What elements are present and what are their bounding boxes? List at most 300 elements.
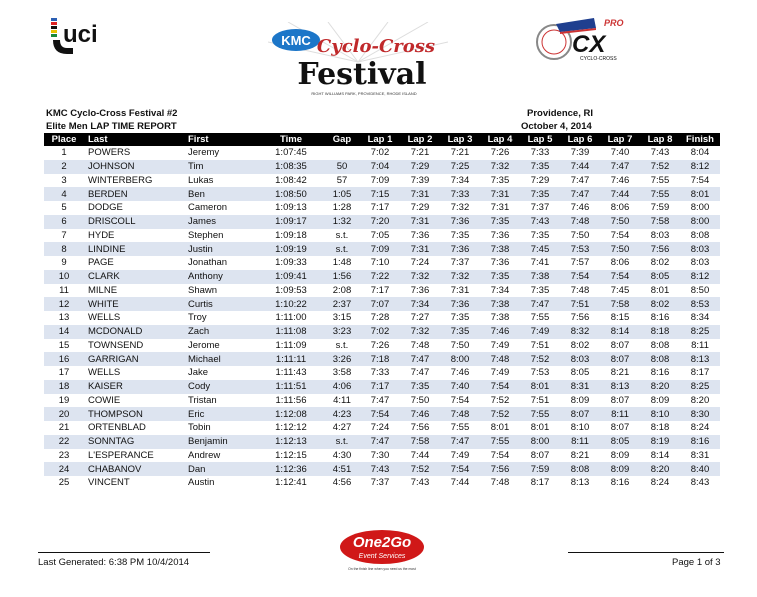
table-cell: 8:16 [650,367,670,379]
table-cell: CHABANOV [84,462,188,476]
table-cell: 7:02 [370,147,390,159]
table-cell: 8:14 [650,449,670,461]
table-cell: 7:44 [410,449,430,461]
table-cell: 7:37 [450,257,470,269]
table-cell: 7:28 [370,312,390,324]
table-cell: 7:50 [450,339,470,351]
table-cell: 7:50 [410,394,430,406]
table-cell: 8:00 [440,352,480,366]
table-row [44,229,720,243]
table-cell: 7:45 [610,284,630,296]
table-row [44,366,720,380]
table-cell: 7:51 [530,394,550,406]
table-cell: 7:49 [490,339,510,351]
table-cell: 7:52 [480,407,520,421]
table-cell: 7:47 [520,297,560,311]
table-cell: Benjamin [188,435,258,449]
table-cell: 7:20 [360,215,400,229]
table-cell: 8:05 [640,270,680,284]
table-cell: WELLS [88,367,121,379]
table-cell: 7:36 [410,229,430,241]
table-cell: L'ESPERANCE [88,449,154,461]
table-cell: 7:10 [370,257,390,269]
table-cell: 8:05 [570,367,590,379]
table-cell: 8:09 [600,462,640,476]
table-cell: 8:20 [640,462,680,476]
table-cell: GARRIGAN [84,352,188,366]
table-cell: 7:36 [410,284,430,296]
table-cell: CLARK [84,270,188,284]
table-cell: 8:17 [690,367,710,379]
table-cell: 8:16 [650,312,670,324]
table-cell: 7:54 [490,449,510,461]
table-cell: 7:51 [560,297,600,311]
col-header: Lap 5 [520,133,560,146]
table-cell: 7:48 [560,215,600,229]
table-cell: 1:56 [324,270,360,284]
table-body [44,146,720,490]
table-cell: 7:32 [440,270,480,284]
table-cell: POWERS [88,147,131,159]
table-cell: 1:28 [332,202,352,214]
table-cell: 4:27 [332,422,352,434]
table-cell: 7:35 [520,160,560,174]
table-cell: 7:46 [400,407,440,421]
table-cell: 8:00 [680,215,720,229]
one2go-sub-text: Event Services [358,553,406,560]
table-cell: 7:49 [490,367,510,379]
one2go-logo [338,528,426,572]
table-cell: 7:48 [570,284,590,296]
table-cell: 8:07 [530,449,550,461]
table-cell: 7:21 [450,147,470,159]
col-header: Lap 8 [640,133,680,146]
table-cell: 1:12:15 [275,449,307,461]
table-cell: James [188,215,258,229]
table-row [44,297,720,311]
signature-line-left [38,552,210,553]
table-cell: 8:08 [650,339,670,351]
table-row [44,462,720,476]
table-cell: 7:24 [370,422,390,434]
table-cell: 7:54 [690,174,710,186]
table-cell: 1:08:42 [275,174,307,186]
table-cell: 7:29 [400,160,440,174]
table-cell: Eric [188,407,258,421]
table-cell: Jake [188,367,209,379]
table-cell: 7:58 [400,435,440,449]
table-cell: 8:53 [680,297,720,311]
table-cell: 7:26 [370,339,390,351]
table-cell: 7:39 [570,147,590,159]
table-header-row [44,133,720,146]
table-cell: 7:55 [530,312,550,324]
table-cell: 1 [61,147,67,159]
table-cell: 7:32 [400,325,440,339]
table-cell: 1:08:50 [258,187,324,201]
cx-text: CX [572,31,606,58]
table-cell: 8:03 [680,242,720,256]
table-cell: 7:47 [370,394,390,406]
table-cell: Jerome [188,339,220,351]
table-cell: 7:33 [440,187,480,201]
table-cell: Anthony [188,270,258,284]
table-row [44,339,720,353]
table-cell: 7:05 [370,229,390,241]
table-cell: 8:08 [690,229,710,241]
table-cell: s.t. [324,242,360,256]
table-cell: 8:03 [560,352,600,366]
table-cell: 8:09 [570,394,590,406]
table-cell: 7:46 [480,325,520,339]
table-cell: 8:03 [690,257,710,269]
table-cell: 8:07 [610,394,630,406]
table-cell: 8 [44,242,84,256]
table-cell: 7:44 [600,187,640,201]
table-cell: 8:11 [560,435,600,449]
table-cell: 1:11:11 [258,352,324,366]
table-cell: 7:47 [360,435,400,449]
table-cell: 7:55 [520,407,560,421]
table-cell: Justin [188,242,258,256]
table-cell: 8:04 [690,147,710,159]
col-header: Lap 3 [440,133,480,146]
uci-logo [47,12,117,58]
table-cell: 7:36 [440,215,480,229]
table-cell: 7:07 [360,297,400,311]
table-cell: 8:13 [570,477,590,489]
table-cell: Troy [188,312,207,324]
table-cell: Michael [188,352,258,366]
table-cell: 8:20 [690,394,710,406]
table-cell: 8:25 [680,325,720,339]
table-cell: Zach [188,325,258,339]
col-header: Lap 6 [560,133,600,146]
table-cell: 7:43 [360,462,400,476]
table-cell: 7:43 [410,477,430,489]
kmc-text: KMC [281,33,311,48]
table-cell: 1:11:00 [275,312,307,324]
table-cell: 7:54 [610,229,630,241]
table-row [44,449,720,463]
table-cell: 7:59 [650,202,670,214]
table-cell: 7:36 [440,297,480,311]
table-cell: 7:52 [640,160,680,174]
col-header: Finish [680,133,720,146]
table-cell: 7:39 [410,174,430,186]
table-cell: 2 [44,160,84,174]
table-cell: 17 [58,367,70,379]
table-cell: 8:07 [600,352,640,366]
table-cell: 7:47 [440,435,480,449]
table-cell: 8:14 [600,325,640,339]
table-cell: 8:10 [570,422,590,434]
table-cell: 8:16 [610,477,630,489]
table-cell: 1:32 [324,215,360,229]
table-cell: 3 [61,174,67,186]
table-cell: 24 [44,462,84,476]
table-cell: 7:22 [360,270,400,284]
table-cell: 6 [44,215,84,229]
last-generated: Last Generated: 6:38 PM 10/4/2014 [38,557,190,568]
table-cell: JOHNSON [84,160,188,174]
table-cell: 7:09 [360,242,400,256]
table-cell: 7:50 [570,229,590,241]
table-cell: 7:36 [490,257,510,269]
table-cell: 9 [61,257,67,269]
table-cell: 8:10 [640,407,680,421]
table-cell: Cody [188,380,258,394]
table-cell: 7:31 [490,202,510,214]
table-cell: 7:49 [450,449,470,461]
table-cell: 7:17 [370,284,390,296]
table-cell: MILNE [88,284,118,296]
table-cell: 7:35 [480,215,520,229]
table-cell: 1:11:56 [275,394,307,406]
table-cell: 7:47 [600,160,640,174]
table-cell: 8:20 [640,380,680,394]
table-cell: Dan [188,462,258,476]
table-cell: PAGE [88,257,114,269]
table-row [44,201,720,215]
table-cell: 8:13 [680,352,720,366]
table-cell: 7:34 [490,284,510,296]
table-cell: 1:12:12 [275,422,307,434]
race-date: October 4, 2014 [521,121,592,132]
table-cell: 8:01 [520,380,560,394]
table-cell: 8:21 [610,367,630,379]
table-cell: Jeremy [188,147,220,159]
table-cell: 7:36 [440,242,480,256]
table-cell: 8:13 [600,380,640,394]
table-cell: 3:23 [324,325,360,339]
table-cell: MCDONALD [84,325,188,339]
table-cell: 8:02 [570,339,590,351]
table-cell: 22 [44,435,84,449]
table-row [44,394,720,408]
table-row [44,325,720,339]
table-cell: 7:46 [570,202,590,214]
table-cell: 8:01 [530,422,550,434]
table-cell: 1:08:35 [258,160,324,174]
table-cell: 7:38 [490,312,510,324]
table-cell: 7:36 [490,229,510,241]
table-cell: 2:37 [324,297,360,311]
table-cell: 7:52 [520,352,560,366]
table-cell: 8:00 [520,435,560,449]
table-cell: 1:10:22 [258,297,324,311]
procx-logo [534,14,624,64]
table-cell: 1:11:51 [258,380,324,394]
table-cell: 8:30 [680,407,720,421]
table-cell: 7:38 [520,270,560,284]
race-location: Providence, RI [527,108,593,119]
table-cell: 1:12:13 [258,435,324,449]
table-cell: 7:47 [410,367,430,379]
table-cell: 4:51 [324,462,360,476]
table-cell: 7:43 [650,147,670,159]
table-cell: 1:12:41 [275,477,307,489]
table-cell: 7:35 [530,284,550,296]
table-cell: 7:47 [570,174,590,186]
table-cell: 7:31 [480,187,520,201]
table-cell: 10 [44,270,84,284]
col-header: First [188,133,258,146]
table-cell: 7:53 [530,367,550,379]
table-cell: 7:41 [530,257,550,269]
table-cell: 1:07:45 [275,147,307,159]
table-cell: 8:09 [610,449,630,461]
table-cell: 7:55 [450,422,470,434]
table-cell: 8:05 [600,435,640,449]
col-header: Gap [324,133,360,146]
table-cell: 11 [59,284,69,296]
table-cell: 50 [324,160,360,174]
table-cell: 7:54 [600,270,640,284]
pro-text: PRO [604,18,624,28]
table-cell: 7:56 [410,422,430,434]
table-cell: 2:08 [332,284,352,296]
col-header: Time [258,133,324,146]
table-cell: 7:35 [450,229,470,241]
table-cell: 7:32 [450,202,470,214]
table-cell: 8:07 [610,339,630,351]
table-cell: 7:48 [480,352,520,366]
col-header: Lap 1 [360,133,400,146]
table-cell: 1:09:13 [275,202,307,214]
table-cell: 8:21 [570,449,590,461]
table-cell: 7:31 [400,187,440,201]
table-cell: 7:32 [400,270,440,284]
table-cell: 4 [44,187,84,201]
festival-logo [268,22,448,102]
col-header: Lap 7 [600,133,640,146]
table-cell: 8:40 [680,462,720,476]
table-cell: 1:09:18 [275,229,307,241]
table-cell: 7:46 [450,367,470,379]
table-cell: WINTERBERG [88,174,153,186]
table-cell: 8:11 [691,339,709,351]
table-cell: 1:48 [332,257,352,269]
cyclocross-text: CYCLO-CROSS [580,56,617,62]
table-cell: 1:05 [324,187,360,201]
table-cell: 7:58 [640,215,680,229]
table-row [44,407,720,421]
table-cell: 25 [58,477,70,489]
table-cell: 8:07 [610,422,630,434]
table-cell: 8:06 [610,257,630,269]
table-cell: 8:25 [680,380,720,394]
table-cell: LINDINE [84,242,188,256]
table-cell: 7:32 [480,160,520,174]
table-cell: 7 [61,229,67,241]
table-row [44,160,720,174]
table-cell: 7:31 [400,215,440,229]
table-cell: 8:02 [640,297,680,311]
table-cell: Curtis [188,297,258,311]
table-cell: 8:50 [690,284,710,296]
table-cell: 7:52 [400,462,440,476]
table-cell: Andrew [188,449,221,461]
table-cell: 7:30 [370,449,390,461]
table-cell: 7:35 [490,174,510,186]
uci-text: uci [63,21,98,48]
table-cell: 7:35 [480,270,520,284]
table-cell: 7:40 [610,147,630,159]
table-cell: 8:01 [490,422,510,434]
table-cell: 7:54 [480,380,520,394]
table-cell: ORTENBLAD [88,422,146,434]
table-cell: 1:09:53 [275,284,307,296]
table-cell: 8:02 [650,257,670,269]
table-cell: 7:15 [360,187,400,201]
table-cell: Stephen [188,229,224,241]
table-cell: 7:59 [520,462,560,476]
lap-time-table [44,133,720,490]
table-cell: 21 [58,422,70,434]
table-cell: 7:46 [610,174,630,186]
table-cell: 14 [44,325,84,339]
table-cell: 7:44 [560,160,600,174]
table-row [44,187,720,201]
table-cell: 7:48 [440,407,480,421]
table-cell: 7:09 [370,174,390,186]
table-cell: 7:29 [410,202,430,214]
table-cell: 8:18 [640,325,680,339]
table-cell: 4:30 [332,449,352,461]
table-cell: 15 [58,339,70,351]
table-cell: 4:11 [333,394,351,406]
table-cell: 7:17 [370,202,390,214]
table-cell: 8:08 [560,462,600,476]
report-title: KMC Cyclo-Cross Festival #2 [46,108,178,119]
cyclo-cross-text: Cyclo-Cross [316,36,436,57]
table-cell: 7:04 [360,160,400,174]
table-cell: 8:03 [650,229,670,241]
table-cell: Cameron [188,202,228,214]
table-cell: 7:27 [410,312,430,324]
table-row [44,352,720,366]
table-cell: 7:35 [400,380,440,394]
table-cell: BERDEN [84,187,188,201]
table-cell: 7:17 [360,380,400,394]
table-cell: 8:06 [610,202,630,214]
table-cell: 7:50 [600,215,640,229]
table-cell: 7:49 [520,325,560,339]
table-cell: 4:56 [332,477,352,489]
table-cell: 3:26 [324,352,360,366]
table-cell: 1:09:33 [275,257,307,269]
table-cell: Shawn [188,284,218,296]
table-cell: 5 [61,202,67,214]
table-cell: 13 [58,312,70,324]
table-cell: 1:11:43 [275,367,307,379]
table-cell: TOWNSEND [88,339,144,351]
table-cell: 7:37 [370,477,390,489]
table-row [44,174,720,188]
one2go-text: One2Go [352,534,412,551]
festival-text: Festival [297,57,427,92]
table-cell: 7:56 [570,312,590,324]
table-cell: 8:07 [560,407,600,421]
table-cell: DRISCOLL [84,215,188,229]
table-cell: 1:11:09 [275,339,307,351]
festival-small-text: RIGHT WILLIAMS PARK, PROVIDENCE, RHODE ISLAND [311,91,417,96]
table-cell: 7:26 [490,147,510,159]
table-row [44,476,720,490]
table-cell: 7:31 [450,284,470,296]
page-number: Page 1 of 3 [672,557,721,568]
